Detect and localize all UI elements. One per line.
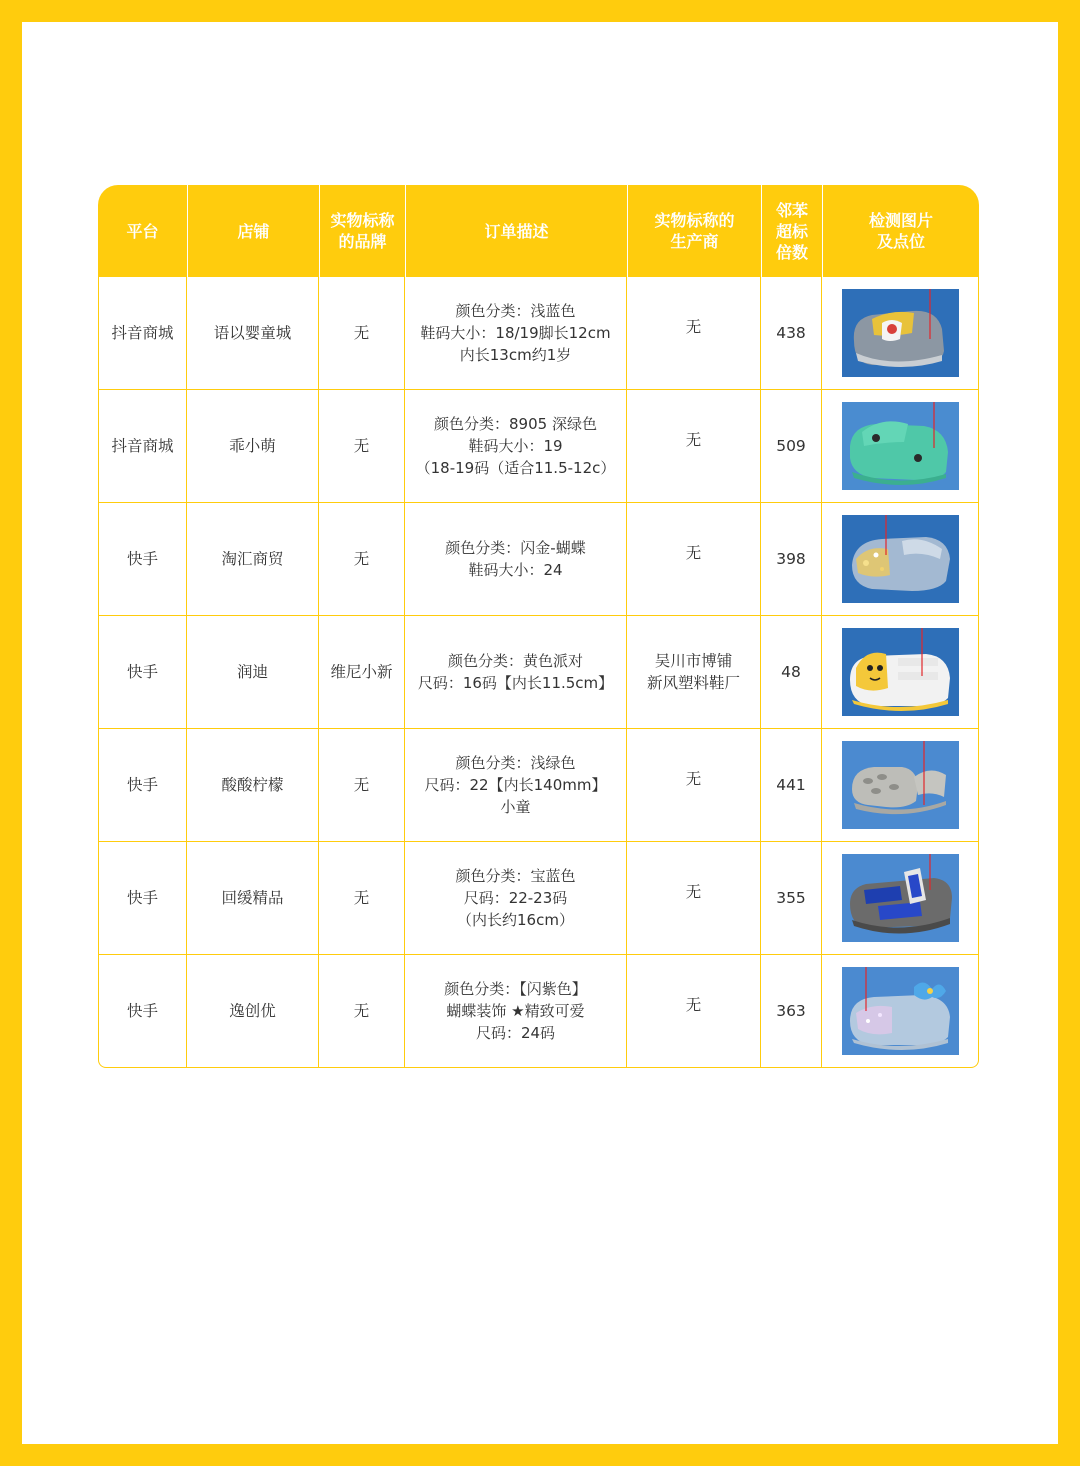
manufacturer-cell: 无 — [627, 729, 761, 842]
platform-cell: 快手 — [98, 503, 187, 616]
header-platform-label: 平台 — [126, 221, 159, 241]
manufacturer-cell: 无 — [627, 503, 761, 616]
description-cell: 颜色分类：宝蓝色 尺码：22-23码 （内长约16cm） — [405, 842, 627, 955]
ratio-cell: 355 — [761, 842, 822, 955]
image-cell — [822, 390, 979, 503]
header-image — [822, 185, 979, 277]
platform-cell: 快手 — [98, 616, 187, 729]
image-cell — [822, 503, 979, 616]
shop-cell: 淘汇商贸 — [187, 503, 319, 616]
yellow-cartoon-sandal-photo — [842, 628, 959, 716]
manufacturer-cell: 无 — [627, 277, 761, 390]
description-cell: 颜色分类：8905 深绿色 鞋码大小：19 （18-19码（适合11.5-12c） — [405, 390, 627, 503]
manufacturer-cell: 吴川市博铺 新风塑料鞋厂 — [627, 616, 761, 729]
image-cell — [822, 277, 979, 390]
platform-cell: 快手 — [98, 842, 187, 955]
description-cell: 颜色分类：浅绿色 尺码：22【内长140mm】 小童 — [405, 729, 627, 842]
header-ratio — [761, 185, 822, 277]
manufacturer-cell: 无 — [627, 390, 761, 503]
image-cell — [822, 616, 979, 729]
ratio-cell: 398 — [761, 503, 822, 616]
image-cell — [822, 842, 979, 955]
brand-cell: 维尼小新 — [319, 616, 405, 729]
brand-cell: 无 — [319, 503, 405, 616]
test-results-table — [98, 185, 979, 1068]
brand-cell: 无 — [319, 729, 405, 842]
ratio-cell: 509 — [761, 390, 822, 503]
image-cell — [822, 729, 979, 842]
shop-cell: 润迪 — [187, 616, 319, 729]
description-cell: 颜色分类：黄色派对 尺码：16码【内长11.5cm】 — [405, 616, 627, 729]
shop-cell: 逸创优 — [187, 955, 319, 1068]
description-cell: 颜色分类：闪金-蝴蝶 鞋码大小：24 — [405, 503, 627, 616]
header-ratio-label: 邻苯 超标 倍数 — [775, 200, 808, 262]
header-shop — [187, 185, 319, 277]
blue-grey-sandal-photo — [842, 289, 959, 377]
header-description — [405, 185, 627, 277]
brand-cell: 无 — [319, 955, 405, 1068]
transparent-glitter-shoe-photo — [842, 515, 959, 603]
header-manufacturer — [627, 185, 761, 277]
description-cell: 颜色分类：浅蓝色 鞋码大小：18/19脚长12cm 内长13cm约1岁 — [405, 277, 627, 390]
clear-butterfly-shoe-photo — [842, 967, 959, 1055]
image-cell — [822, 955, 979, 1068]
shop-cell: 酸酸柠檬 — [187, 729, 319, 842]
ratio-cell: 48 — [761, 616, 822, 729]
header-brand — [319, 185, 405, 277]
header-shop-label: 店铺 — [237, 221, 270, 241]
brand-cell: 无 — [319, 842, 405, 955]
manufacturer-cell: 无 — [627, 955, 761, 1068]
mint-green-clog-photo — [842, 402, 959, 490]
platform-cell: 抖音商城 — [98, 390, 187, 503]
header-brand-label: 实物标称 的品牌 — [330, 211, 395, 251]
brand-cell: 无 — [319, 277, 405, 390]
manufacturer-cell: 无 — [627, 842, 761, 955]
blue-strap-sandal-photo — [842, 854, 959, 942]
platform-cell: 快手 — [98, 955, 187, 1068]
brand-cell: 无 — [319, 390, 405, 503]
header-manufacturer-label: 实物标称的 生产商 — [654, 211, 735, 251]
shop-cell: 回缓精品 — [187, 842, 319, 955]
shop-cell: 语以婴童城 — [187, 277, 319, 390]
ratio-cell: 441 — [761, 729, 822, 842]
grey-jelly-sandal-photo — [842, 741, 959, 829]
ratio-cell: 438 — [761, 277, 822, 390]
description-cell: 颜色分类：【闪紫色】 蝴蝶装饰 ★精致可爱 尺码：24码 — [405, 955, 627, 1068]
shop-cell: 乖小萌 — [187, 390, 319, 503]
header-image-label: 检测图片 及点位 — [868, 211, 933, 251]
platform-cell: 快手 — [98, 729, 187, 842]
header-platform — [98, 185, 187, 277]
header-description-label: 订单描述 — [484, 221, 549, 241]
page-card — [22, 22, 1058, 1444]
ratio-cell: 363 — [761, 955, 822, 1068]
platform-cell: 抖音商城 — [98, 277, 187, 390]
